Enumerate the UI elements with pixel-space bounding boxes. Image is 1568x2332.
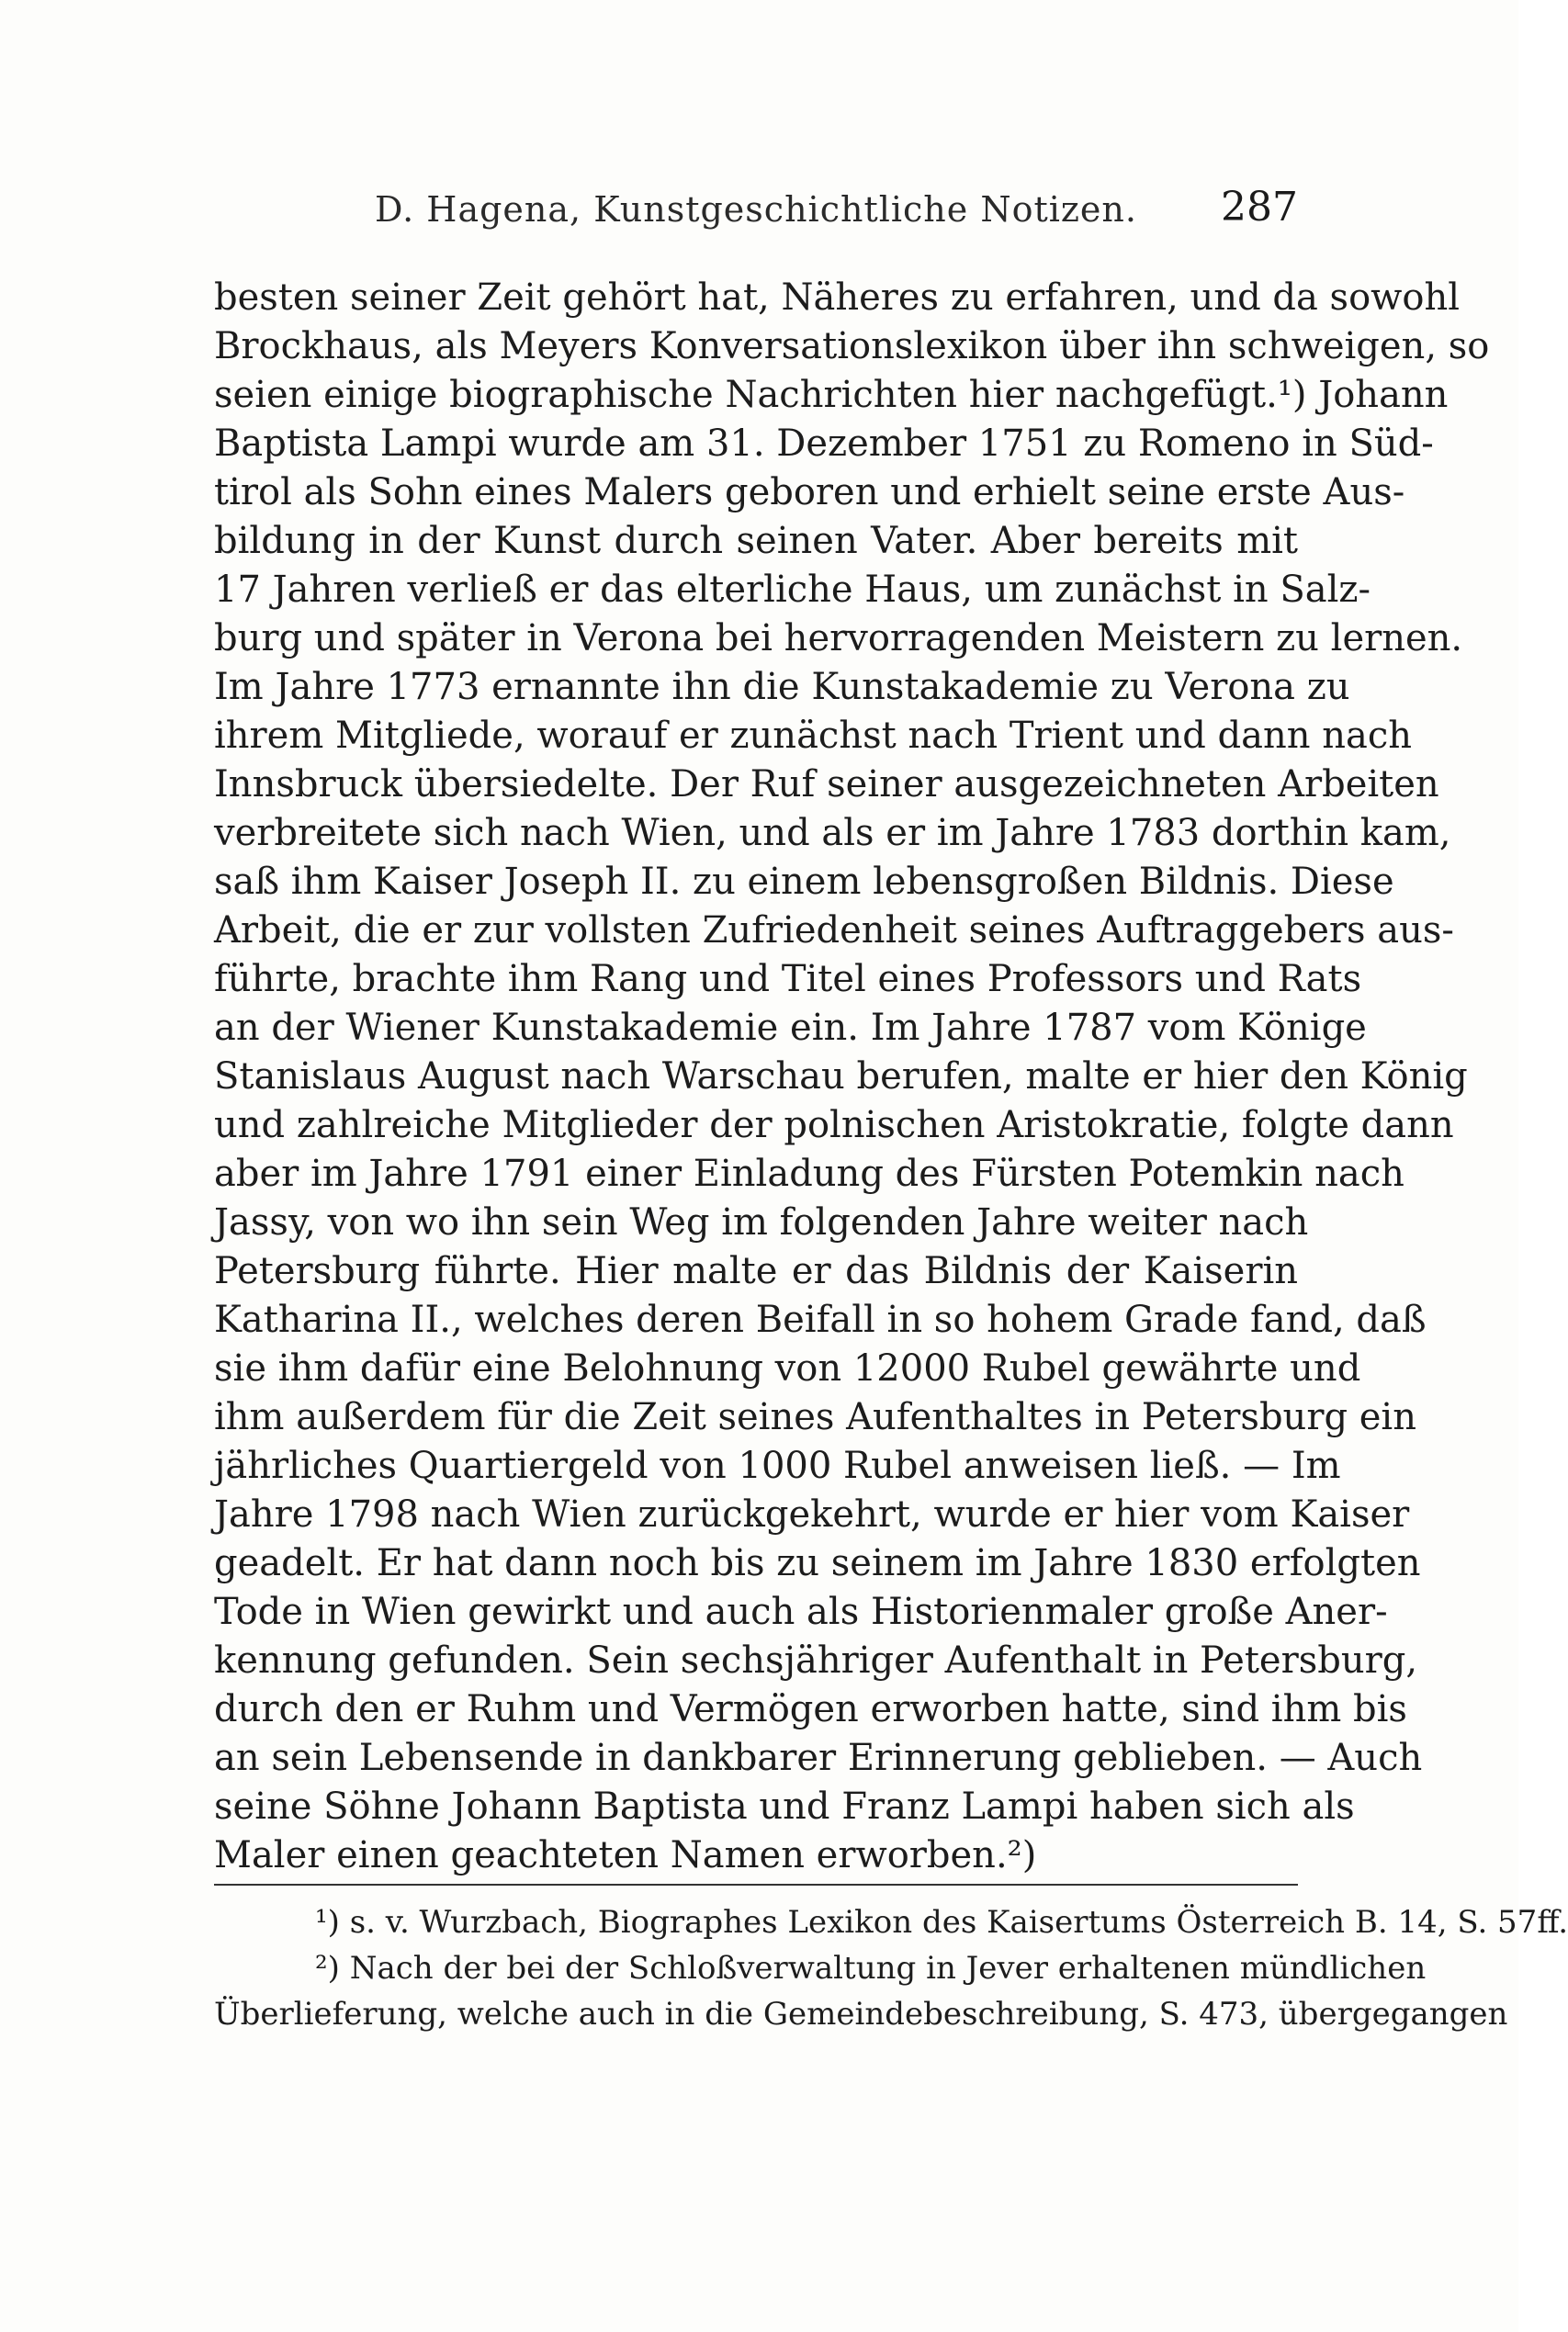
text-line: Jahre 1798 nach Wien zurückgekehrt, wurde er hier vom Kaiser bbox=[214, 1493, 1410, 1536]
text-line: verbreitete sich nach Wien, und als er im Jahre 1783 dorthin kam, bbox=[214, 812, 1451, 854]
text-line: Arbeit, die er zur vollsten Zufriedenheit seines Auftraggebers aus- bbox=[214, 909, 1454, 952]
text-line: Katharina II., welches deren Beifall in so hohem Grade fand, daß bbox=[214, 1299, 1427, 1341]
footnotes bbox=[214, 1899, 1568, 2037]
text-line: sie ihm dafür eine Belohnung von 12000 Rubel gewährte und bbox=[214, 1347, 1361, 1390]
running-title: D. Hagena, Kunstgeschichtliche Notizen. bbox=[375, 189, 1137, 230]
text-line: 17 Jahren verließ er das elterliche Haus, um zunächst in Salz- bbox=[214, 569, 1371, 611]
text-line: an der Wiener Kunstakademie ein. Im Jahre 1787 vom Könige bbox=[214, 1007, 1367, 1049]
text-line: Brockhaus, als Meyers Konversationslexikon über ihn schweigen, so bbox=[214, 325, 1490, 367]
text-line: Stanislaus August nach Warschau berufen, malte er hier den König bbox=[214, 1055, 1468, 1098]
text-line: an sein Lebensende in dankbarer Erinnerung geblieben. — Auch bbox=[214, 1737, 1423, 1779]
text-line: kennung gefunden. Sein sechsjähriger Aufenthalt in Petersburg, bbox=[214, 1639, 1418, 1682]
text-line: burg und später in Verona bei hervorragenden Meistern zu lernen. bbox=[214, 617, 1463, 659]
text-line: geadelt. Er hat dann noch bis zu seinem im Jahre 1830 erfolgten bbox=[214, 1542, 1421, 1584]
page-number: 287 bbox=[1221, 184, 1298, 231]
running-head bbox=[214, 184, 1298, 239]
text-line: ihm außerdem für die Zeit seines Aufenthaltes in Petersburg ein bbox=[214, 1396, 1416, 1438]
text-line: ihrem Mitgliede, worauf er zunächst nach Trient und dann nach bbox=[214, 715, 1413, 757]
text-line: Baptista Lampi wurde am 31. Dezember 1751 zu Romeno in Süd- bbox=[214, 422, 1434, 465]
text-line: aber im Jahre 1791 einer Einladung des Fürsten Potemkin nach bbox=[214, 1153, 1404, 1195]
text-line: Jassy, von wo ihn sein Weg im folgenden Jahre weiter nach bbox=[214, 1201, 1309, 1244]
text-line: seien einige biographische Nachrichten hier nachgefügt.¹) Johann bbox=[214, 374, 1449, 416]
text-line: und zahlreiche Mitglieder der polnischen Aristokratie, folgte dann bbox=[214, 1104, 1454, 1146]
footnote-2: ²) Nach der bei der Schloßverwaltung in Jever erhaltenen mündlichen bbox=[315, 1950, 1427, 1987]
text-line: bildung in der Kunst durch seinen Vater. Aber bereits mit bbox=[214, 520, 1298, 562]
footnote-2-continuation: Überlieferung, welche auch in die Gemeindebeschreibung, S. 473, übergegangen bbox=[214, 1996, 1508, 2033]
text-line: besten seiner Zeit gehört hat, Näheres zu erfahren, und da sowohl bbox=[214, 276, 1461, 319]
text-line: Maler einen geachteten Namen erworben.²) bbox=[214, 1834, 1037, 1876]
text-line: Innsbruck übersiedelte. Der Ruf seiner ausgezeichneten Arbeiten bbox=[214, 763, 1439, 805]
text-line: tirol als Sohn eines Malers geboren und erhielt seine erste Aus- bbox=[214, 471, 1405, 513]
body-text bbox=[214, 274, 1490, 1880]
text-line: Petersburg führte. Hier malte er das Bildnis der Kaiserin bbox=[214, 1250, 1298, 1292]
text-line: seine Söhne Johann Baptista und Franz Lampi haben sich als bbox=[214, 1786, 1355, 1828]
text-line: Tode in Wien gewirkt und auch als Historienmaler große Aner- bbox=[214, 1591, 1388, 1633]
text-line: jährliches Quartiergeld von 1000 Rubel anweisen ließ. — Im bbox=[214, 1445, 1341, 1487]
footnote-rule bbox=[214, 1884, 1298, 1886]
text-line: führte, brachte ihm Rang und Titel eines Professors und Rats bbox=[214, 958, 1362, 1000]
footnote-1: ¹) s. v. Wurzbach, Biographes Lexikon des Kaisertums Österreich B. 14, S. 57ff. bbox=[315, 1904, 1568, 1941]
text-line: Im Jahre 1773 ernannte ihn die Kunstakademie zu Verona zu bbox=[214, 666, 1350, 708]
text-line: durch den er Ruhm und Vermögen erworben hatte, sind ihm bis bbox=[214, 1688, 1407, 1730]
text-line: saß ihm Kaiser Joseph II. zu einem lebensgroßen Bildnis. Diese bbox=[214, 861, 1394, 903]
